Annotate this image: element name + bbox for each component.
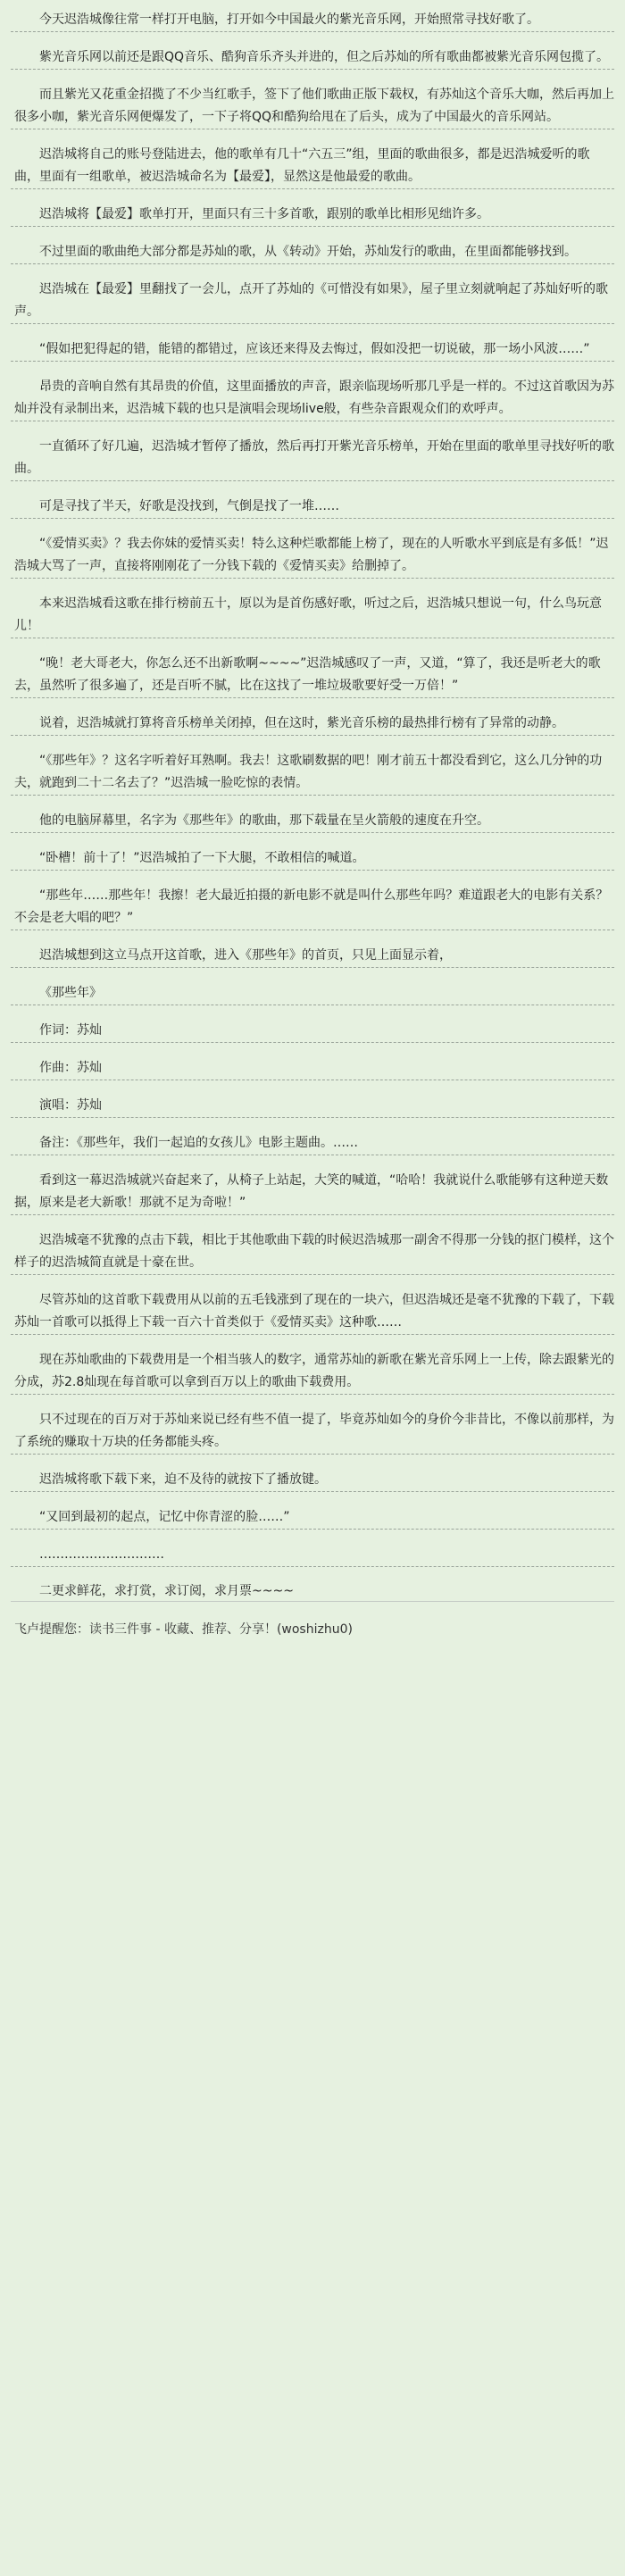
paragraph-text: 本来迟浩城看这歌在排行榜前五十，原以为是首伤感好歌，听过之后，迟浩城只想说一句，什么鸟玩意儿！ bbox=[14, 596, 602, 633]
paragraph-text: 不过里面的歌曲绝大部分都是苏灿的歌，从《转动》开始，苏灿发行的歌曲，在里面都能够找到。 bbox=[39, 245, 577, 259]
paragraph-text: 他的电脑屏幕里，名字为《那些年》的歌曲，那下载量在呈火箭般的速度在升空。 bbox=[39, 813, 489, 828]
paragraph-text: 今天迟浩城像往常一样打开电脑，打开如今中国最火的紫光音乐网，开始照常寻找好歌了。 bbox=[39, 13, 539, 27]
paragraph-text: 看到这一幕迟浩城就兴奋起来了，从椅子上站起，大笑的喊道，“哈哈！我就说什么歌能够有这种逆天数据，原来是老大新歌！那就不足为奇啦！” bbox=[14, 1173, 609, 1210]
paragraph-text: 备注：《那些年，我们一起追的女孩儿》电影主题曲。…… bbox=[39, 1136, 358, 1150]
paragraph bbox=[11, 750, 614, 796]
paragraph-text: “又回到最初的起点，记忆中你青涩的脸……” bbox=[39, 1510, 290, 1524]
paragraph bbox=[11, 653, 614, 698]
paragraph-text: 说着，迟浩城就打算将音乐榜单关闭掉，但在这时，紫光音乐榜的最热排行榜有了异常的动静。 bbox=[39, 716, 564, 730]
paragraph bbox=[11, 1506, 614, 1530]
paragraph-text: ………………………… bbox=[39, 1547, 164, 1562]
paragraph-text: 迟浩城想到这立马点开这首歌，进入《那些年》的首页，只见上面显示着， bbox=[39, 948, 452, 963]
paragraph-text: 现在苏灿歌曲的下载费用是一个相当骇人的数字，通常苏灿的新歌在紫光音乐网上一上传，除去跟紫光的分成，苏2.8灿现在每首歌可以拿到百万以上的歌曲下载费用。 bbox=[14, 1353, 614, 1389]
paragraph bbox=[11, 144, 614, 189]
paragraph bbox=[11, 885, 614, 930]
paragraph-text: 昂贵的音响自然有其昂贵的价值，这里面播放的声音，跟亲临现场听那几乎是一样的。不过这首歌因为苏灿并没有录制出来，迟浩城下载的也只是演唱会现场live般，有些杂音跟观众们的欢呼声。 bbox=[14, 379, 614, 416]
paragraph bbox=[11, 496, 614, 519]
paragraph-text: 迟浩城毫不犹豫的点击下载，相比于其他歌曲下载的时候迟浩城那一副舍不得那一分钱的抠门模样，这个样子的迟浩城简直就是十豪在世。 bbox=[14, 1233, 614, 1270]
paragraph bbox=[11, 945, 614, 968]
paragraph bbox=[11, 1469, 614, 1492]
paragraph bbox=[11, 436, 614, 481]
paragraph-text: “那些年……那些年！我擦！老大最近拍摄的新电影不就是叫什么那些年吗？难道跟老大的电影有关系？不会是老大唱的吧？” bbox=[14, 888, 609, 925]
paragraph bbox=[11, 338, 614, 362]
paragraph bbox=[11, 1409, 614, 1455]
paragraph-text: “假如把犯得起的错，能错的都错过，应该还来得及去悔过，假如没把一切说破，那一场小风波……” bbox=[39, 342, 590, 356]
paragraph bbox=[11, 1095, 614, 1118]
paragraph bbox=[11, 810, 614, 833]
paragraph bbox=[11, 84, 614, 129]
paragraph-text: 可是寻找了半天，好歌是没找到，气倒是找了一堆…… bbox=[39, 499, 339, 513]
paragraph-text: “卧槽！前十了！”迟浩城拍了一下大腿，不敢相信的喊道。 bbox=[39, 851, 365, 865]
paragraph-text: 尽管苏灿的这首歌下载费用从以前的五毛钱涨到了现在的一块六，但迟浩城还是毫不犹豫的下载了，下载苏灿一首歌可以抵得上下载一百六十首类似于《爱情买卖》这种歌…… bbox=[14, 1293, 614, 1330]
paragraph bbox=[11, 982, 614, 1005]
paragraph bbox=[11, 204, 614, 227]
paragraph bbox=[11, 376, 614, 421]
paragraph bbox=[11, 279, 614, 324]
paragraph bbox=[11, 241, 614, 264]
paragraph-text: 迟浩城将【最爱】歌单打开，里面只有三十多首歌，跟别的歌单比相形见绌许多。 bbox=[39, 207, 489, 221]
paragraph bbox=[11, 1020, 614, 1043]
paragraph bbox=[11, 713, 614, 736]
paragraph bbox=[11, 46, 614, 70]
author-request bbox=[11, 1581, 614, 1602]
paragraph-text: 演唱：苏灿 bbox=[39, 1098, 102, 1113]
paragraph bbox=[11, 1057, 614, 1080]
paragraph bbox=[11, 1170, 614, 1215]
paragraph bbox=[11, 533, 614, 579]
paragraph bbox=[11, 1289, 614, 1335]
paragraph-text: 迟浩城在【最爱】里翻找了一会儿，点开了苏灿的《可惜没有如果》，屋子里立刻就响起了苏灿好听的歌声。 bbox=[14, 282, 608, 319]
paragraph bbox=[11, 593, 614, 638]
paragraph-text: “《那些年》？这名字听着好耳熟啊。我去！这歌刷数据的吧！刚才前五十都没看到它，这么几分钟的功夫，就跑到二十二名去了？”迟浩城一脸吃惊的表情。 bbox=[14, 754, 603, 790]
paragraph bbox=[11, 1132, 614, 1155]
paragraph-text: 作曲：苏灿 bbox=[39, 1061, 102, 1075]
paragraph-text: 而且紫光又花重金招揽了不少当红歌手，签下了他们歌曲正版下载权，有苏灿这个音乐大咖，然后再加上很多小咖，紫光音乐网便爆发了，一下子将QQ和酷狗给甩在了后头，成为了中国最火的音乐网站。 bbox=[14, 88, 614, 124]
paragraph-text: 迟浩城将歌下载下来，迫不及待的就按下了播放键。 bbox=[39, 1472, 327, 1487]
paragraph-text: 只不过现在的百万对于苏灿来说已经有些不值一提了，毕竟苏灿如今的身价今非昔比，不像以前那样，为了系统的赚取十万块的任务都能头疼。 bbox=[14, 1413, 614, 1449]
paragraph bbox=[11, 847, 614, 871]
paragraph-text: 一直循环了好几遍，迟浩城才暂停了播放，然后再打开紫光音乐榜单，开始在里面的歌单里寻找好听的歌曲。 bbox=[14, 439, 614, 476]
paragraph-text: 紫光音乐网以前还是跟QQ音乐、酷狗音乐齐头并进的，但之后苏灿的所有歌曲都被紫光音乐网包揽了。 bbox=[39, 50, 610, 64]
paragraph bbox=[11, 1230, 614, 1275]
paragraph bbox=[11, 9, 614, 32]
site-reminder: 飞卢提醒您：读书三件事 - 收藏、推荐、分享！(woshizhu0) bbox=[14, 1622, 353, 1637]
paragraph-text: “晚！老大哥老大，你怎么还不出新歌啊~~~~”迟浩城感叹了一声，又道，“算了，我还是听老大的歌去，虽然听了很多遍了，还是百听不腻，比在这找了一堆垃圾歌要好受一万倍！” bbox=[14, 656, 601, 693]
paragraph bbox=[11, 1349, 614, 1395]
author-request-text: 二更求鲜花，求打赏，求订阅，求月票~~~~ bbox=[39, 1584, 294, 1598]
paragraph bbox=[11, 1544, 614, 1567]
paragraph-text: 迟浩城将自己的账号登陆进去，他的歌单有几十“六五三”组，里面的歌曲很多，都是迟浩城爱听的歌曲，里面有一组歌单，被迟浩城命名为【最爱】，显然这是他最爱的歌曲。 bbox=[14, 147, 590, 184]
paragraph-text: 《那些年》 bbox=[39, 986, 102, 1000]
paragraph-text: 作词：苏灿 bbox=[39, 1023, 102, 1038]
paragraph-text: “《爱情买卖》？我去你妹的爱情买卖！特么这种烂歌都能上榜了，现在的人听歌水平到底是有多低！”迟浩城大骂了一声，直接将刚刚花了一分钱下载的《爱情买卖》给删掉了。 bbox=[14, 537, 609, 573]
